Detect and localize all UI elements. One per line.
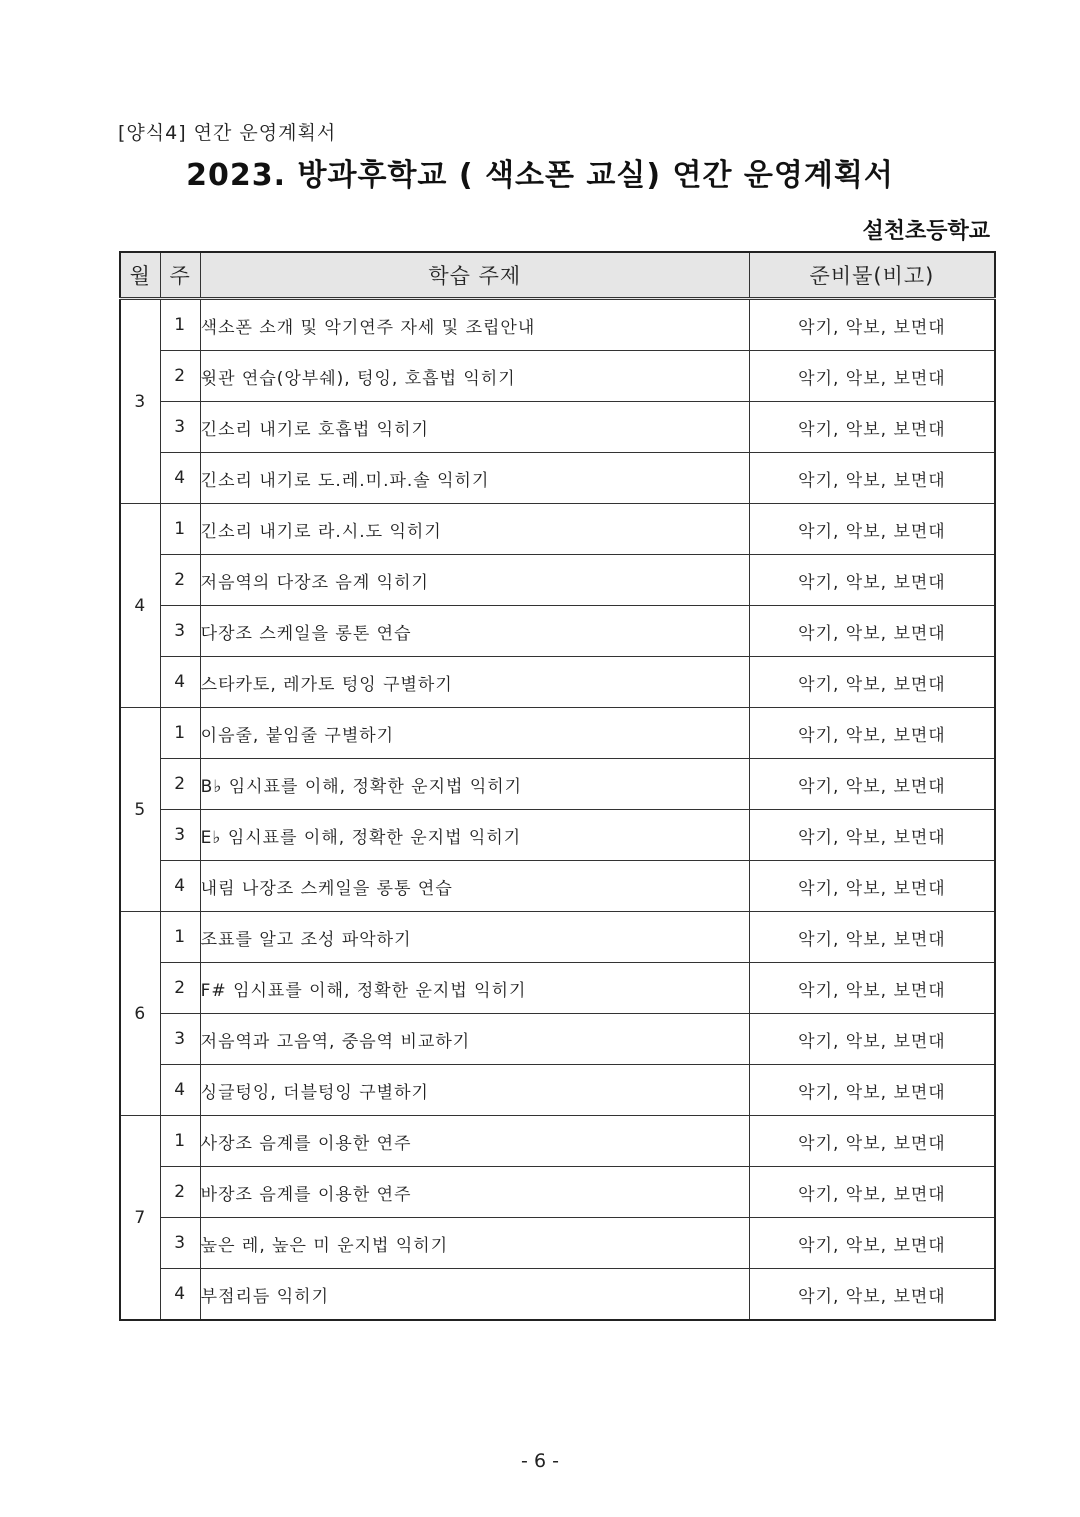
week-cell: 4: [160, 861, 200, 912]
topic-cell: 긴소리 내기로 도.레.미.파.솔 익히기: [200, 453, 749, 504]
week-cell: 1: [160, 299, 200, 351]
topic-cell: F# 임시표를 이해, 정확한 운지법 익히기: [200, 963, 749, 1014]
prep-cell: 악기, 악보, 보면대: [749, 453, 995, 504]
week-cell: 3: [160, 606, 200, 657]
week-cell: 4: [160, 1269, 200, 1321]
topic-cell: 이음줄, 붙임줄 구별하기: [200, 708, 749, 759]
table-row: [120, 1014, 995, 1065]
week-cell: 4: [160, 453, 200, 504]
table-row: [120, 810, 995, 861]
prep-cell: 악기, 악보, 보면대: [749, 657, 995, 708]
table-row: [120, 555, 995, 606]
table-row: [120, 759, 995, 810]
header-prep: 준비물(비고): [749, 252, 995, 299]
table-row: [120, 504, 995, 555]
week-cell: 3: [160, 1218, 200, 1269]
topic-cell: 긴소리 내기로 라.시.도 익히기: [200, 504, 749, 555]
topic-cell: 부점리듬 익히기: [200, 1269, 749, 1321]
topic-cell: 다장조 스케일을 롱톤 연습: [200, 606, 749, 657]
topic-cell: 싱글텅잉, 더블텅잉 구별하기: [200, 1065, 749, 1116]
topic-cell: 색소폰 소개 및 악기연주 자세 및 조립안내: [200, 299, 749, 351]
annual-plan-table: [119, 251, 996, 1321]
table-row: [120, 606, 995, 657]
table-row: [120, 351, 995, 402]
document-title: 2023. 방과후학교 ( 색소폰 교실) 연간 운영계획서: [186, 158, 894, 193]
topic-cell: 저음역의 다장조 음계 익히기: [200, 555, 749, 606]
month-cell: 5: [120, 708, 160, 912]
topic-cell: E♭ 임시표를 이해, 정확한 운지법 익히기: [200, 810, 749, 861]
topic-cell: 저음역과 고음역, 중음역 비교하기: [200, 1014, 749, 1065]
prep-cell: 악기, 악보, 보면대: [749, 402, 995, 453]
prep-cell: 악기, 악보, 보면대: [749, 708, 995, 759]
table-row: [120, 708, 995, 759]
week-cell: 2: [160, 351, 200, 402]
week-cell: 2: [160, 759, 200, 810]
week-cell: 3: [160, 1014, 200, 1065]
month-cell: 3: [120, 299, 160, 504]
week-cell: 2: [160, 963, 200, 1014]
prep-cell: 악기, 악보, 보면대: [749, 1218, 995, 1269]
table-row: [120, 402, 995, 453]
topic-cell: B♭ 임시표를 이해, 정확한 운지법 익히기: [200, 759, 749, 810]
table-row: [120, 1065, 995, 1116]
prep-cell: 악기, 악보, 보면대: [749, 555, 995, 606]
week-cell: 1: [160, 912, 200, 963]
prep-cell: 악기, 악보, 보면대: [749, 299, 995, 351]
week-cell: 1: [160, 1116, 200, 1167]
table-row: [120, 1116, 995, 1167]
topic-cell: 조표를 알고 조성 파악하기: [200, 912, 749, 963]
table-body: [120, 299, 995, 1321]
prep-cell: 악기, 악보, 보면대: [749, 1116, 995, 1167]
table-row: [120, 657, 995, 708]
table-header-row: [120, 252, 995, 299]
week-cell: 4: [160, 657, 200, 708]
prep-cell: 악기, 악보, 보면대: [749, 606, 995, 657]
prep-cell: 악기, 악보, 보면대: [749, 810, 995, 861]
form-label: [양식4] 연간 운영계획서: [118, 122, 337, 144]
topic-cell: 긴소리 내기로 호흡법 익히기: [200, 402, 749, 453]
table-row: [120, 963, 995, 1014]
prep-cell: 악기, 악보, 보면대: [749, 1065, 995, 1116]
week-cell: 1: [160, 504, 200, 555]
table-row: [120, 861, 995, 912]
topic-cell: 윗관 연습(앙부쉐), 텅잉, 호흡법 익히기: [200, 351, 749, 402]
week-cell: 1: [160, 708, 200, 759]
prep-cell: 악기, 악보, 보면대: [749, 1269, 995, 1321]
topic-cell: 높은 레, 높은 미 운지법 익히기: [200, 1218, 749, 1269]
month-cell: 4: [120, 504, 160, 708]
prep-cell: 악기, 악보, 보면대: [749, 351, 995, 402]
table-row: [120, 912, 995, 963]
header-week: 주: [160, 252, 200, 299]
table-row: [120, 1269, 995, 1321]
table-row: [120, 453, 995, 504]
week-cell: 3: [160, 402, 200, 453]
week-cell: 2: [160, 1167, 200, 1218]
topic-cell: 바장조 음계를 이용한 연주: [200, 1167, 749, 1218]
table-row: [120, 299, 995, 351]
prep-cell: 악기, 악보, 보면대: [749, 504, 995, 555]
topic-cell: 스타카토, 레가토 텅잉 구별하기: [200, 657, 749, 708]
prep-cell: 악기, 악보, 보면대: [749, 1014, 995, 1065]
month-cell: 7: [120, 1116, 160, 1321]
week-cell: 3: [160, 810, 200, 861]
page-number: - 6 -: [521, 1450, 559, 1472]
prep-cell: 악기, 악보, 보면대: [749, 1167, 995, 1218]
header-month: 월: [120, 252, 160, 299]
school-name: 설천초등학교: [862, 219, 990, 244]
table-row: [120, 1218, 995, 1269]
prep-cell: 악기, 악보, 보면대: [749, 963, 995, 1014]
topic-cell: 사장조 음계를 이용한 연주: [200, 1116, 749, 1167]
week-cell: 2: [160, 555, 200, 606]
table-row: [120, 1167, 995, 1218]
topic-cell: 내림 나장조 스케일을 롱통 연습: [200, 861, 749, 912]
header-topic: 학습 주제: [200, 252, 749, 299]
month-cell: 6: [120, 912, 160, 1116]
prep-cell: 악기, 악보, 보면대: [749, 861, 995, 912]
prep-cell: 악기, 악보, 보면대: [749, 759, 995, 810]
week-cell: 4: [160, 1065, 200, 1116]
prep-cell: 악기, 악보, 보면대: [749, 912, 995, 963]
